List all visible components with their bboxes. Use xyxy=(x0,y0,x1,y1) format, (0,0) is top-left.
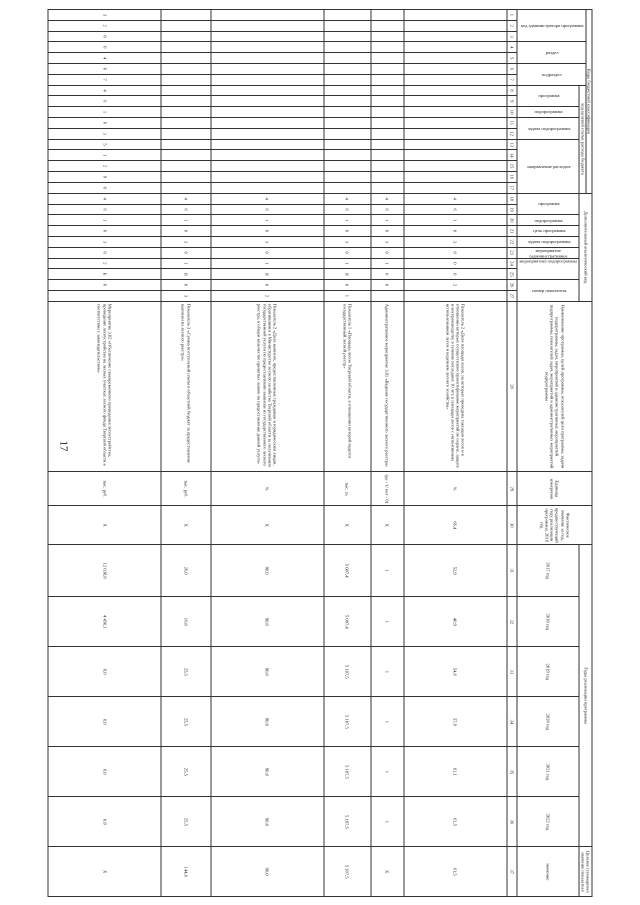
code-cell xyxy=(324,85,371,96)
unit-cell: % xyxy=(211,472,324,506)
code-cell xyxy=(371,171,404,182)
code-cell xyxy=(161,107,210,118)
code-cell xyxy=(404,107,508,118)
code-cell xyxy=(371,63,404,74)
code-cell: 3 xyxy=(48,10,161,21)
year-value-cell: 1 xyxy=(371,647,404,697)
fact-cell: Х xyxy=(161,506,210,545)
code-cell xyxy=(404,63,508,74)
code-cell: 4 xyxy=(48,85,161,96)
code-cell: 0 xyxy=(404,226,508,237)
fact-cell: 66,4 xyxy=(404,506,508,545)
code-cell xyxy=(161,53,210,64)
column-number: 17 xyxy=(507,182,517,193)
code-cell: 0 xyxy=(48,63,161,74)
add-subprogram-header: подпрограмма xyxy=(517,215,579,226)
code-cell: 0 xyxy=(371,247,404,258)
code-cell: 4 xyxy=(404,193,508,204)
column-number: 9 xyxy=(507,96,517,107)
unit-cell: % xyxy=(404,472,508,506)
code-cell xyxy=(161,128,210,139)
code-cell: 0 xyxy=(371,226,404,237)
indicator-name: Мероприятие 3.02 «Обеспечение своевременного проведения лесоустройства, проведение лесоустройства на лесных участках лесного фонда Тверской области в соответствии с законодательством» xyxy=(48,301,161,472)
code-cell xyxy=(404,290,508,301)
code-cell: 3 xyxy=(161,236,210,247)
year-value-cell: 25,5 xyxy=(161,797,210,847)
column-number: 5 xyxy=(507,53,517,64)
unit-cell: тыс. руб. xyxy=(161,472,210,506)
table-body xyxy=(48,10,507,897)
code-cell xyxy=(371,128,404,139)
code-cell xyxy=(371,10,404,21)
code-cell: 3 xyxy=(324,236,371,247)
code-cell xyxy=(161,31,210,42)
column-number: 30 xyxy=(507,506,517,545)
code-cell xyxy=(404,150,508,161)
column-number: 20 xyxy=(507,215,517,226)
year-value-cell: 16,0 xyxy=(161,597,210,647)
year-value-cell: 1 xyxy=(371,597,404,647)
year-value-cell: 4 450,1 xyxy=(48,597,161,647)
year-value-cell: 54,6 xyxy=(404,647,508,697)
indicator-name: Административное мероприятие 3.01 «Ведение государственного лесного реестра» xyxy=(371,301,404,472)
year-value-cell: 25,5 xyxy=(161,747,210,797)
fact-cell: Х xyxy=(324,506,371,545)
column-number: 8 xyxy=(507,85,517,96)
code-cell: 1 xyxy=(211,215,324,226)
add-program-header: программа xyxy=(517,193,579,215)
year-value-cell: 25,5 xyxy=(161,697,210,747)
column-number: 23 xyxy=(507,247,517,258)
code-cell xyxy=(324,117,371,128)
code-cell xyxy=(404,53,508,64)
column-number: 34 xyxy=(507,697,517,747)
year-value-cell: 61,1 xyxy=(404,747,508,797)
year-value-cell: 25,5 xyxy=(161,647,210,697)
code-cell xyxy=(324,171,371,182)
year-2017-header: 2017 год xyxy=(517,545,579,597)
column-number: 36 xyxy=(507,797,517,847)
code-cell: 8 xyxy=(48,31,161,42)
code-cell: 6 xyxy=(48,204,161,215)
add-task-header: задача подпрограммы xyxy=(517,236,579,247)
ta-program-header: программа xyxy=(517,85,579,107)
code-cell xyxy=(161,85,210,96)
code-cell xyxy=(161,96,210,107)
program-table xyxy=(48,9,593,897)
indicator-name: Показатель 2 «Доля выписок, предоставленных гражданам и юридическим лицам, обратившимся в Министерство лесного хозяйства Тверской области за получением государственной услуги по предоставлению выписки из государственного лесного реестра, в общем количестве принятых заявок на предоставление данной услуги» xyxy=(211,301,324,472)
target-value-cell: 144,0 xyxy=(161,847,210,897)
code-cell xyxy=(371,20,404,31)
table-row xyxy=(211,10,324,897)
kbk-header: Коды бюджетной классификации xyxy=(586,10,592,194)
year-value-cell: 1 xyxy=(371,697,404,747)
column-number: 2 xyxy=(507,20,517,31)
code-cell: 0 xyxy=(48,42,161,53)
name-header: Наименование программы, целей программы, показателей цели программы, задачи подпрограммы, задач, мероприятий и административных мероприятий подпрограммы, показателей задач, мероприятий и административных мероприятий подпрограммы xyxy=(517,301,592,472)
code-cell xyxy=(161,20,210,31)
fact-cell: Х xyxy=(48,506,161,545)
code-cell xyxy=(324,150,371,161)
column-number: 32 xyxy=(507,597,517,647)
code-cell: 1 xyxy=(161,215,210,226)
code-cell xyxy=(211,74,324,85)
code-cell: 0 xyxy=(161,247,210,258)
unit-cell: тыс. га xyxy=(324,472,371,506)
column-number: 7 xyxy=(507,74,517,85)
add-event-header: мероприятие (административное мероприятие) подпрограммы xyxy=(517,247,579,258)
code-cell: 0 xyxy=(48,280,161,291)
code-cell: Я xyxy=(211,269,324,280)
column-number: 14 xyxy=(507,150,517,161)
table-row xyxy=(48,10,161,897)
kbk-section-header: раздел xyxy=(517,42,586,64)
code-cell: 1 xyxy=(371,215,404,226)
year-value-cell: 90,0 xyxy=(211,747,324,797)
code-cell xyxy=(211,171,324,182)
code-cell: 6 xyxy=(211,204,324,215)
code-cell: 4 xyxy=(324,193,371,204)
year-value-cell: 5 107,5 xyxy=(324,647,371,697)
code-cell: 0 xyxy=(404,269,508,280)
column-number: 24 xyxy=(507,258,517,269)
column-number: 28 xyxy=(507,301,517,472)
year-2022-header: 2022 год xyxy=(517,797,579,847)
year-value-cell: 0,0 xyxy=(48,647,161,697)
indicator-name: Показатель 1 «Площадь лесов Тверской области, в отношении которой ведется государственный лесной реестр» xyxy=(324,301,371,472)
code-cell xyxy=(211,53,324,64)
code-cell: 0 xyxy=(404,258,508,269)
code-cell: 0 xyxy=(404,247,508,258)
column-number: 26 xyxy=(507,280,517,291)
year-value-cell: 5 087,4 xyxy=(324,545,371,597)
column-number: 13 xyxy=(507,139,517,150)
target-value-header: значение xyxy=(517,847,579,897)
code-cell: 0 xyxy=(371,269,404,280)
code-cell xyxy=(404,117,508,128)
code-cell xyxy=(211,139,324,150)
fact-cell: Х xyxy=(371,506,404,545)
indicator-name: Показатель 3 «Сумма поступлений платы в областной бюджет за предоставление выписки из лесного реестра» xyxy=(161,301,210,472)
code-cell xyxy=(324,20,371,31)
code-cell xyxy=(324,182,371,193)
column-number: 6 xyxy=(507,63,517,74)
year-value-cell: 0,0 xyxy=(48,797,161,847)
column-number: 22 xyxy=(507,236,517,247)
target-value-cell: 61,5 xyxy=(404,847,508,897)
code-cell: 0 xyxy=(211,247,324,258)
code-cell xyxy=(48,290,161,301)
code-cell xyxy=(371,117,404,128)
column-number: 21 xyxy=(507,226,517,237)
code-cell: 0 xyxy=(48,226,161,237)
code-cell: 4 xyxy=(48,193,161,204)
year-value-cell: 5 087,4 xyxy=(324,597,371,647)
code-cell: 0 xyxy=(211,280,324,291)
column-number: 35 xyxy=(507,747,517,797)
year-value-cell: 12 038,8 xyxy=(48,545,161,597)
year-value-cell: 52,9 xyxy=(404,545,508,597)
table-row xyxy=(404,10,508,897)
code-cell: 3 xyxy=(371,236,404,247)
code-cell: 3 xyxy=(48,236,161,247)
target-header: Целевое (суммарное) значение показателя xyxy=(579,847,592,897)
code-cell xyxy=(161,150,210,161)
column-number: 25 xyxy=(507,269,517,280)
code-cell: 0 xyxy=(211,226,324,237)
fact-header: Фактическое значение за год, предшествующий году реализации программы, 2016 год xyxy=(517,506,592,545)
code-cell xyxy=(404,85,508,96)
year-2018-header: 2018 год xyxy=(517,597,579,647)
table-row xyxy=(371,10,404,897)
unit-cell: (да - 1/ нет - 0) xyxy=(371,472,404,506)
kbk-subsection-header: подраздел xyxy=(517,63,586,85)
code-cell xyxy=(324,53,371,64)
code-cell xyxy=(324,161,371,172)
code-cell xyxy=(404,96,508,107)
code-cell: 1 xyxy=(211,258,324,269)
column-number: 15 xyxy=(507,161,517,172)
year-value-cell: 90,0 xyxy=(211,597,324,647)
code-cell xyxy=(161,139,210,150)
code-cell xyxy=(161,10,210,21)
code-cell: 4 xyxy=(211,193,324,204)
code-cell: 4 xyxy=(371,193,404,204)
column-number: 10 xyxy=(507,107,517,118)
code-cell: 2 xyxy=(48,258,161,269)
code-cell xyxy=(404,31,508,42)
code-cell xyxy=(404,10,508,21)
column-number: 33 xyxy=(507,647,517,697)
code-cell xyxy=(161,171,210,182)
code-cell: 0 xyxy=(48,117,161,128)
additional-code-header: Дополнительный аналитический код xyxy=(579,193,592,301)
column-number: 3 xyxy=(507,31,517,42)
code-cell: 0 xyxy=(161,226,210,237)
code-cell xyxy=(161,42,210,53)
code-cell xyxy=(324,96,371,107)
code-cell xyxy=(211,10,324,21)
add-goal-header: цель программы xyxy=(517,226,579,237)
column-number: 18 xyxy=(507,193,517,204)
code-cell: 1 xyxy=(48,150,161,161)
code-cell xyxy=(324,128,371,139)
code-cell xyxy=(404,139,508,150)
code-cell xyxy=(324,63,371,74)
year-value-cell: 0,0 xyxy=(48,747,161,797)
table-row xyxy=(324,10,371,897)
ta-task-header: задача подпрограммы xyxy=(517,117,579,139)
code-cell: 0 xyxy=(324,280,371,291)
code-cell xyxy=(404,161,508,172)
column-number: 29 xyxy=(507,472,517,506)
year-2019-header: 2019 год xyxy=(517,647,579,697)
year-value-cell: 0,0 xyxy=(48,697,161,747)
code-cell xyxy=(404,42,508,53)
indicator-name: Показатель 2 «Доля площади лесов, на которых проведена таксация лесов и в отношении которых осуществлено проектирование мероприятий по охране, защите и воспроизводству в течение последних 10 лет, в площади лесов с интенсивным использованием лесов и ведением лесного хозяйства» xyxy=(404,301,508,472)
code-cell xyxy=(371,107,404,118)
code-cell: 1 xyxy=(324,215,371,226)
code-cell: 5 xyxy=(48,139,161,150)
code-cell xyxy=(404,20,508,31)
code-cell xyxy=(211,42,324,53)
year-value-cell: 90,0 xyxy=(211,797,324,847)
code-cell xyxy=(371,42,404,53)
code-cell: 6 xyxy=(161,204,210,215)
code-cell xyxy=(161,63,210,74)
code-cell xyxy=(211,96,324,107)
code-cell: 3 xyxy=(161,290,210,301)
unit-cell: тыс. руб. xyxy=(48,472,161,506)
year-value-cell: 57,9 xyxy=(404,697,508,747)
code-cell: 3 xyxy=(211,236,324,247)
code-cell: 4 xyxy=(161,193,210,204)
code-cell xyxy=(211,85,324,96)
code-cell xyxy=(371,161,404,172)
code-cell: 4 xyxy=(48,53,161,64)
ta-subprogram-header: подпрограмма xyxy=(517,107,579,118)
year-2021-header: 2021 год xyxy=(517,747,579,797)
column-number: 1 xyxy=(507,10,517,21)
code-cell xyxy=(371,31,404,42)
code-cell xyxy=(211,107,324,118)
year-value-cell: 5 107,5 xyxy=(324,747,371,797)
column-number: 31 xyxy=(507,545,517,597)
code-cell xyxy=(211,128,324,139)
target-value-cell: 90,0 xyxy=(211,847,324,897)
code-cell: 2 xyxy=(404,280,508,291)
column-number-row xyxy=(507,10,517,897)
column-number: 16 xyxy=(507,171,517,182)
code-cell: 2 xyxy=(211,290,324,301)
code-cell: Б xyxy=(48,269,161,280)
code-cell xyxy=(211,63,324,74)
code-cell xyxy=(371,139,404,150)
code-cell xyxy=(211,20,324,31)
add-indicator-header: номер показателя xyxy=(517,280,579,302)
code-cell xyxy=(371,290,404,301)
column-number: 4 xyxy=(507,42,517,53)
code-cell xyxy=(324,74,371,85)
code-cell xyxy=(161,74,210,85)
code-cell xyxy=(211,182,324,193)
code-cell xyxy=(324,31,371,42)
code-cell xyxy=(371,85,404,96)
code-cell xyxy=(324,42,371,53)
code-cell: 7 xyxy=(48,74,161,85)
code-cell: 3 xyxy=(404,236,508,247)
table-header xyxy=(507,10,592,897)
code-cell: 6 xyxy=(371,204,404,215)
code-cell: 0 xyxy=(371,280,404,291)
column-number: 27 xyxy=(507,290,517,301)
code-cell xyxy=(404,182,508,193)
code-cell: 1 xyxy=(324,290,371,301)
code-cell: 0 xyxy=(161,280,210,291)
year-value-cell: 40,9 xyxy=(404,597,508,647)
code-cell: 6 xyxy=(324,204,371,215)
target-article-header: код целевой статьи расхода бюджета xyxy=(579,85,585,193)
code-cell xyxy=(211,31,324,42)
code-cell xyxy=(371,150,404,161)
code-cell xyxy=(324,107,371,118)
year-2020-header: 2020 год xyxy=(517,697,579,747)
code-cell xyxy=(404,128,508,139)
code-cell xyxy=(161,117,210,128)
code-cell xyxy=(324,139,371,150)
year-value-cell: 90,0 xyxy=(211,697,324,747)
code-cell: Я xyxy=(161,269,210,280)
year-value-cell: 61,5 xyxy=(404,797,508,847)
code-cell: 0 xyxy=(324,226,371,237)
rotated-sheet xyxy=(48,9,593,897)
code-cell: 1 xyxy=(371,258,404,269)
kbk-admin-header: код администратора программы xyxy=(517,10,586,42)
target-value-cell: Х xyxy=(371,847,404,897)
code-cell: Я xyxy=(324,269,371,280)
code-cell xyxy=(404,171,508,182)
code-cell: 0 xyxy=(48,247,161,258)
table-row xyxy=(161,10,210,897)
code-cell xyxy=(371,182,404,193)
code-cell xyxy=(404,74,508,85)
code-cell xyxy=(371,74,404,85)
code-cell: 1 xyxy=(404,215,508,226)
code-cell: 3 xyxy=(48,128,161,139)
code-cell: 1 xyxy=(48,215,161,226)
year-value-cell: 26,0 xyxy=(161,545,210,597)
fact-cell: Х xyxy=(211,506,324,545)
year-value-cell: 1 xyxy=(371,545,404,597)
target-value-cell: Х xyxy=(48,847,161,897)
code-cell xyxy=(371,96,404,107)
year-value-cell: 5 107,5 xyxy=(324,697,371,747)
code-cell: 1 xyxy=(161,258,210,269)
code-cell: 2 xyxy=(48,20,161,31)
code-cell xyxy=(211,161,324,172)
code-cell xyxy=(161,161,210,172)
year-value-cell: 1 xyxy=(371,797,404,847)
column-number: 37 xyxy=(507,847,517,897)
years-header: Годы реализации программы xyxy=(579,545,592,847)
code-cell xyxy=(324,10,371,21)
code-cell: 0 xyxy=(48,182,161,193)
code-cell xyxy=(211,117,324,128)
year-value-cell: 90,0 xyxy=(211,545,324,597)
code-cell xyxy=(371,53,404,64)
code-cell xyxy=(211,150,324,161)
code-cell: 1 xyxy=(48,107,161,118)
year-value-cell: 90,0 xyxy=(211,647,324,697)
unit-header: Единица измерения xyxy=(517,472,592,506)
column-number: 12 xyxy=(507,128,517,139)
target-value-cell: 5 107,5 xyxy=(324,847,371,897)
code-cell: 2 xyxy=(48,161,161,172)
code-cell: 0 xyxy=(324,247,371,258)
ta-direction-header: направление расходов xyxy=(517,139,579,193)
page-number: 17 xyxy=(57,440,70,452)
code-cell: 1 xyxy=(324,258,371,269)
year-value-cell: 5 107,5 xyxy=(324,797,371,847)
column-number: 19 xyxy=(507,204,517,215)
column-number: 11 xyxy=(507,117,517,128)
code-cell: 6 xyxy=(404,204,508,215)
year-value-cell: 1 xyxy=(371,747,404,797)
code-cell xyxy=(161,182,210,193)
code-cell: 9 xyxy=(48,171,161,182)
code-cell: 6 xyxy=(48,96,161,107)
